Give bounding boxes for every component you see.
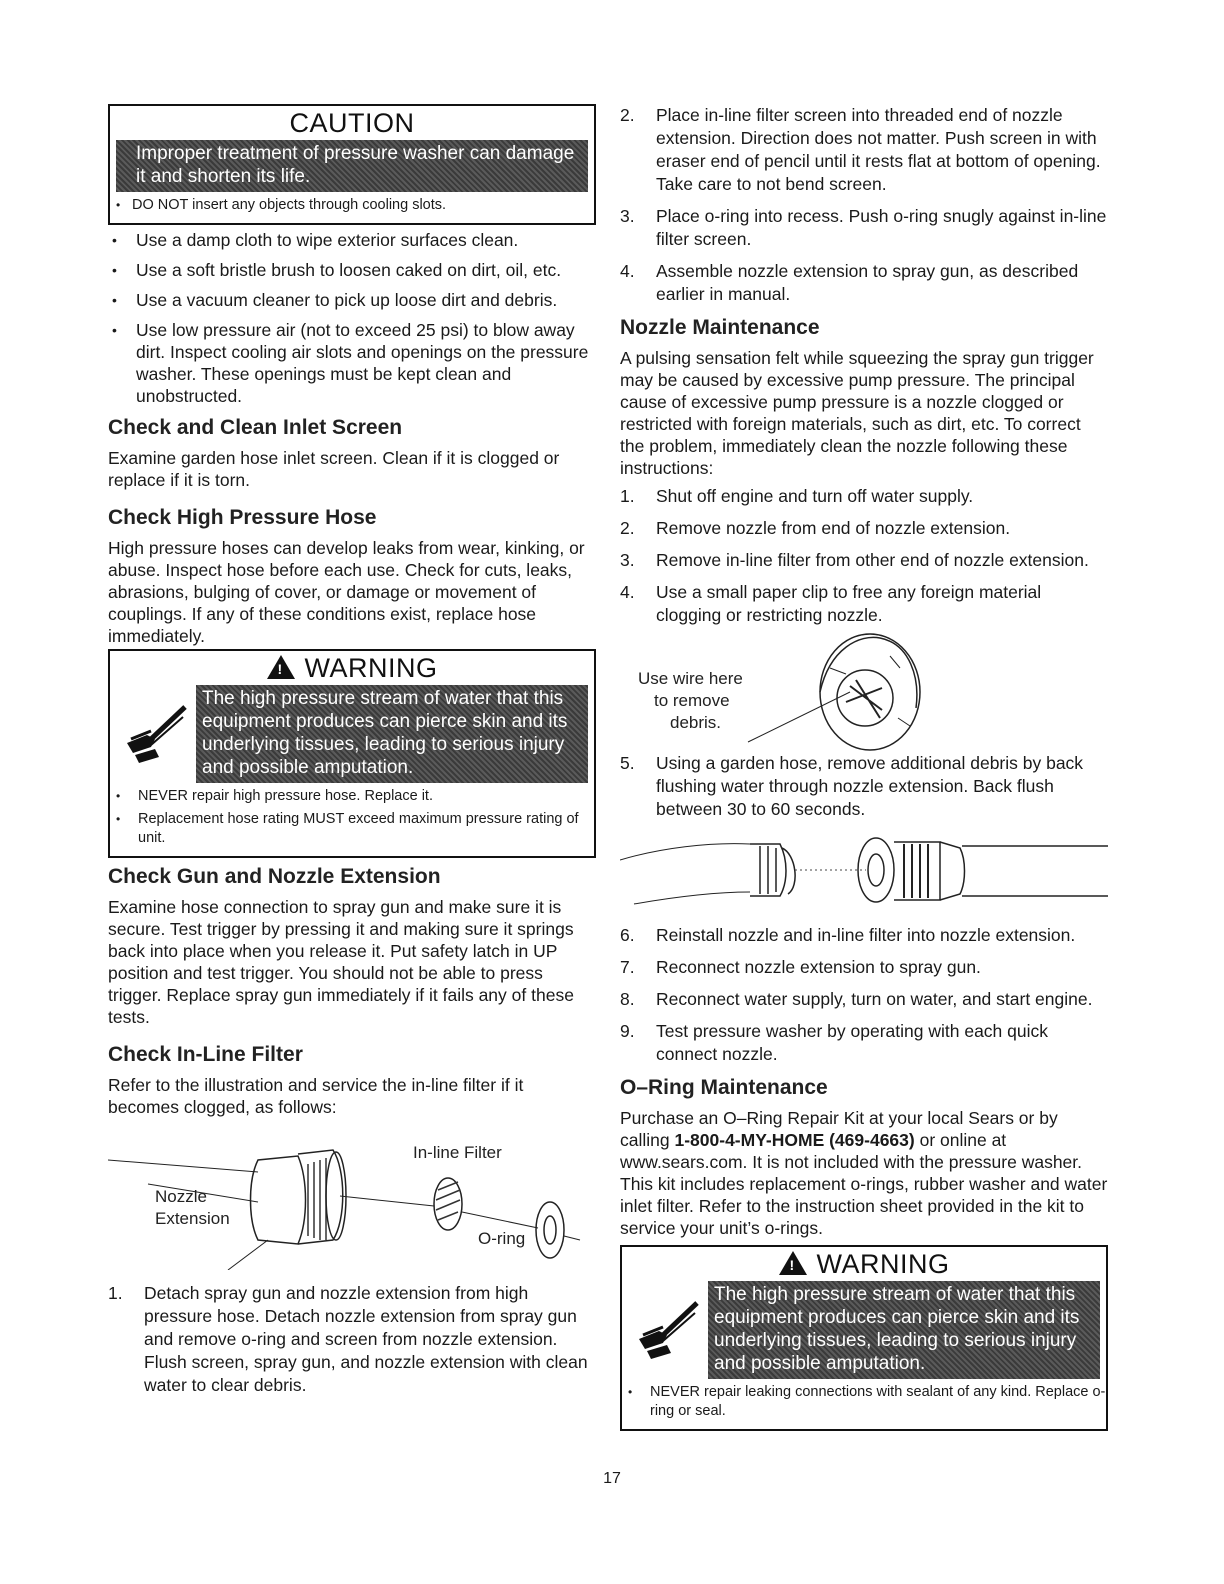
step-text: Reconnect water supply, turn on water, and start engine. [656, 989, 1093, 1009]
step-text: Using a garden hose, remove additional debris by back flushing water through nozzle extension. Back flush between 30 to 60 seconds. [656, 753, 1084, 819]
inlet-heading: Check and Clean Inlet Screen [108, 416, 403, 439]
step-number: 1. [620, 486, 635, 506]
nozzle-wire-figure [620, 628, 1108, 752]
caution-title: CAUTION [289, 108, 415, 138]
step-number: 2. [620, 518, 635, 538]
step-number: 7. [620, 957, 635, 977]
filter-body: Refer to the illustration and service the in-line filter if it becomes clogged, as follows: [108, 1075, 524, 1117]
oring-heading: O–Ring Maintenance [620, 1076, 828, 1099]
filter-step [620, 260, 1108, 306]
step-number: 2. [620, 105, 635, 125]
nozzle-step [620, 752, 1108, 821]
nozzle-step [620, 924, 1108, 947]
filter-step [620, 104, 1108, 196]
step-text: Reinstall nozzle and in-line filter into nozzle extension. [656, 925, 1076, 945]
caution-box [108, 104, 596, 225]
step-text: Test pressure washer by operating with each quick connect nozzle. [656, 1021, 1049, 1064]
caution-band-text: Improper treatment of pressure washer can damage it and shorten its life. [136, 143, 575, 187]
oring-body-pre: Purchase an O–Ring Repair Kit at your local Sears or by calling [620, 1108, 1058, 1150]
nozzle-step [620, 485, 1108, 508]
fig-label-extension: Extension [155, 1209, 230, 1228]
filter-heading: Check In-Line Filter [108, 1043, 303, 1066]
gun-heading: Check Gun and Nozzle Extension [108, 865, 441, 888]
warning-band-1 [196, 685, 588, 783]
caution-item: • DO NOT insert any objects through cooling slots. [110, 196, 594, 215]
warning-band-text-1: The high pressure stream of water that this equipment produces can pierce skin and its underlying tissues, leading to serious injury and possible amputation. [202, 688, 568, 778]
fig-label-nozzle: Nozzle [155, 1187, 207, 1206]
fig-label-oring: O-ring [478, 1229, 526, 1248]
warning-band-row-1 [116, 685, 588, 783]
filter-steps-left [108, 1282, 596, 1397]
warning-title-1 [110, 651, 594, 685]
nozzle-step [620, 549, 1108, 572]
care-item: • Use a damp cloth to wipe exterior surfaces clean. [108, 229, 596, 251]
inlet-body: Examine garden hose inlet screen. Clean if it is clogged or replace if it is torn. [108, 448, 560, 490]
care-list [108, 229, 596, 407]
inline-filter-figure [108, 1120, 596, 1270]
care-item: • Use a soft bristle brush to loosen caked on dirt, oil, etc. [108, 259, 596, 281]
warning-box-1 [108, 649, 596, 858]
backflush-illustration [620, 830, 1108, 920]
filter-step [620, 205, 1108, 251]
nozzle-heading: Nozzle Maintenance [620, 316, 820, 339]
nozzle-step [620, 517, 1108, 540]
hand-spray-icon [628, 1281, 708, 1379]
warning-title-text: WARNING [304, 653, 438, 683]
nozzle-body: A pulsing sensation felt while squeezing the spray gun trigger may be caused by excessive pump pressure. The principal cause of excessive pump pressure is a nozzle clogged or restricted with foreign materials, such as dirt, etc. To correct the problem, immediately clean the nozzle following these instructions: [620, 348, 1094, 478]
step-text: Place o-ring into recess. Push o-ring snugly against in-line filter screen. [656, 206, 1107, 249]
warning-list-1 [110, 783, 594, 856]
step-number: 9. [620, 1021, 635, 1041]
left-column [108, 104, 596, 1406]
nozzle-steps-c [620, 924, 1108, 1066]
gun-body: Examine hose connection to spray gun and make sure it is secure. Test trigger by pressing it and making sure it springs back into place when you release it. Put safety latch in UP position and test trigger. You should not be able to press trigger. Replace spray gun immediately if it fails any of these tests. [108, 897, 574, 1027]
step-text: Shut off engine and turn off water supply. [656, 486, 974, 506]
oring-body-post: or online at www.sears.com. It is not included with the pressure washer. This kit includes replacement o-rings, rubber washer and water inlet filter. Refer to the instruction sheet provided in the kit to service your unit’s o-rings. [620, 1130, 1108, 1238]
nozzle-step [620, 956, 1108, 979]
wire-label-2: to remove [654, 691, 730, 710]
warning-title-2 [622, 1247, 1106, 1281]
warning-band-row-2 [628, 1281, 1100, 1379]
care-item: • Use low pressure air (not to exceed 25 psi) to blow away dirt. Inspect cooling air slots and openings on the pressure washer. These openings must be kept clean and unobstructed. [108, 319, 596, 407]
warning-title-text: WARNING [816, 1249, 950, 1279]
nozzle-steps-b [620, 752, 1108, 821]
care-item: • Use a vacuum cleaner to pick up loose dirt and debris. [108, 289, 596, 311]
hose-heading: Check High Pressure Hose [108, 506, 377, 529]
step-text: Detach spray gun and nozzle extension from high pressure hose. Detach nozzle extension from spray gun and remove o-ring and screen from nozzle extension. Flush screen, spray gun, and nozzle extension with clean water to clear debris. [144, 1283, 588, 1395]
step-number: 3. [620, 206, 635, 226]
warning-item: • NEVER repair leaking connections with sealant of any kind. Replace o-ring or seal. [628, 1383, 1106, 1421]
warning-triangle-icon: ! [779, 1251, 807, 1275]
step-number: 6. [620, 925, 635, 945]
filter-steps-right [620, 104, 1108, 306]
hose-body: High pressure hoses can develop leaks from wear, kinking, or abuse. Inspect hose before each use. Check for cuts, leaks, abrasions, bulging of cover, or damage or movement of couplings. If any of these conditions exist, replace hose immediately. [108, 538, 585, 646]
nozzle-step [620, 581, 1108, 627]
step-number: 8. [620, 989, 635, 1009]
step-number: 5. [620, 753, 635, 773]
step-text: Remove nozzle from end of nozzle extension. [656, 518, 1011, 538]
step-number: 1. [108, 1283, 123, 1303]
caution-list [110, 192, 594, 223]
warning-item: • Replacement hose rating MUST exceed maximum pressure rating of unit. [116, 810, 594, 848]
oring-body [620, 1107, 1108, 1239]
nozzle-step [620, 988, 1108, 1011]
nozzle-step [620, 1020, 1108, 1066]
warning-item: • NEVER repair high pressure hose. Replace it. [116, 787, 594, 806]
caution-band [116, 140, 588, 192]
step-text: Assemble nozzle extension to spray gun, as described earlier in manual. [656, 261, 1079, 304]
step-number: 4. [620, 582, 635, 602]
warning-triangle-icon: ! [267, 655, 295, 679]
warning-band-text-2: The high pressure stream of water that this equipment produces can pierce skin and its underlying tissues, leading to serious injury and possible amputation. [714, 1284, 1080, 1374]
step-number: 3. [620, 550, 635, 570]
nozzle-steps-a [620, 485, 1108, 627]
warning-band-2 [708, 1281, 1100, 1379]
wire-label-1: Use wire here [638, 669, 743, 688]
step-text: Reconnect nozzle extension to spray gun. [656, 957, 981, 977]
page-number: 17 [603, 1470, 621, 1487]
warning-list-2 [622, 1379, 1106, 1429]
step-text: Place in-line filter screen into threaded end of nozzle extension. Direction does not matter. Push screen in with eraser end of pencil until it rests flat at bottom of opening. Take care to not bend screen. [656, 105, 1101, 194]
wire-label-3: debris. [670, 713, 722, 732]
step-text: Use a small paper clip to free any foreign material clogging or restricting nozzle. [656, 582, 1042, 625]
step-text: Remove in-line filter from other end of nozzle extension. [656, 550, 1089, 570]
fig-label-inline-filter: In-line Filter [413, 1143, 502, 1162]
hand-spray-icon [116, 685, 196, 783]
oring-phone: 1-800-4-MY-HOME (469-4663) [674, 1130, 915, 1150]
warning-box-2 [620, 1245, 1108, 1431]
right-column [620, 104, 1108, 1431]
backflush-figure [620, 830, 1108, 920]
filter-step [108, 1282, 596, 1397]
step-number: 4. [620, 261, 635, 281]
